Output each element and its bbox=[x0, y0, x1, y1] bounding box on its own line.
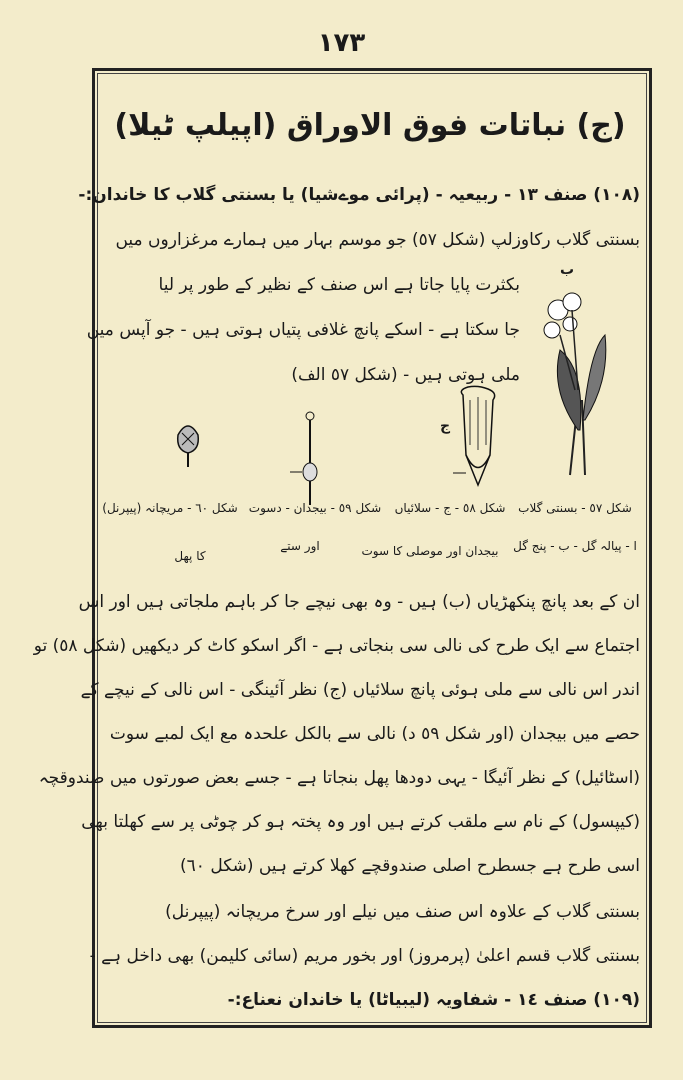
figure-caption: اور ستے bbox=[280, 539, 320, 553]
flower-section-figure bbox=[448, 385, 508, 495]
section-heading: (ج) نباتات فوق الاوراق (اپیلپ ٹیلا) bbox=[114, 108, 626, 143]
pistil-figure bbox=[288, 410, 328, 510]
intro-line: جا سکتا ہے - اسکے پانچ غلافی پتیاں ہوتی ہیں - جو آپس میں bbox=[86, 320, 520, 340]
body-line: بسنتی گلاب کے علاوہ اس صنف میں نیلے اور سرخ مریچانہ (پیپرنل) bbox=[165, 902, 640, 922]
body-line: (١٠٩) صنف ١٤ - شفاویہ (لیبیاٹا) یا خاندان نعناع:- bbox=[227, 990, 640, 1010]
figure-letter-j: ج bbox=[440, 418, 451, 434]
intro-line: بکثرت پایا جاتا ہے اس صنف کے نظیر کے طور پر لیا bbox=[158, 275, 520, 295]
intro-line: ملی ہوتی ہیں - (شکل ٥٧ الف) bbox=[291, 365, 520, 385]
body-line: حصے میں بیجدان (اور شکل ٥٩ د) نالی سے بالکل علحدہ مع ایک لمبے سوت bbox=[109, 724, 640, 744]
body-line: ان کے بعد پانچ پنکھڑیاں (ب) ہیں - وہ بھی نیچے جا کر باہم ملجاتی ہیں اور اس bbox=[78, 592, 640, 612]
body-line: (اسٹائیل) کے نظر آئیگا - یہی دودھا پھل بنجاتا ہے - جسے بعض صورتوں میں صندوقچہ bbox=[38, 768, 640, 788]
figure-caption: شکل ٥٩ - بیجدان - دسوت bbox=[248, 501, 382, 515]
body-line: اندر اس نالی سے ملی ہوئی پانچ سلائیاں (ج) نظر آئینگی - اس نالی کے نیچے کے bbox=[80, 680, 640, 700]
body-line: اجتماع سے ایک طرح کی نالی سی بنجاتی ہے - اگر اسکو کاٹ کر دیکھیں (شکل ٥٨) تو bbox=[33, 636, 640, 656]
primrose-plant-figure bbox=[530, 280, 620, 480]
intro-line: بسنتی گلاب رکاوزلپ (شکل ٥٧) جو موسم بہار میں ہمارے مرغزاروں میں bbox=[115, 230, 640, 250]
body-line: (کیپسول) کے نام سے ملقب کرتے ہیں اور وہ پختہ ہو کر چوٹی پر سے کھلتا بھی bbox=[81, 812, 640, 832]
figure-caption: شکل ٦٠ - مریچانہ (پیپرنل) bbox=[102, 501, 238, 515]
intro-line: (١٠٨) صنف ١٣ - ربیعیہ - (پرائی موےشیا) یا بسنتی گلاب کا خاندان:- bbox=[78, 185, 640, 205]
body-line: بسنتی گلاب قسم اعلیٰ (پرمروز) اور بخور مریم (سائی کلیمن) بھی داخل ہے - bbox=[89, 946, 640, 966]
figure-caption: بیجدان اور موصلی کا سوت bbox=[361, 544, 499, 558]
figure-caption: شکل ٥٨ - ج - سلائیاں bbox=[394, 501, 506, 515]
body-line: اسی طرح ہے جسطرح اصلی صندوقچے کھلا کرتے ہیں (شکل ٦٠) bbox=[180, 856, 640, 876]
page-number: ١٧٣ bbox=[317, 28, 366, 58]
figure-caption: کا پھل bbox=[174, 549, 206, 563]
figure-letter-b: ب bbox=[560, 262, 575, 278]
capsule-fruit-figure bbox=[168, 415, 208, 475]
figure-caption: ا - پیالہ گل - ب - پنج گل bbox=[513, 539, 637, 553]
figure-caption: شکل ٥٧ - بسنتی گلاب bbox=[518, 501, 632, 515]
